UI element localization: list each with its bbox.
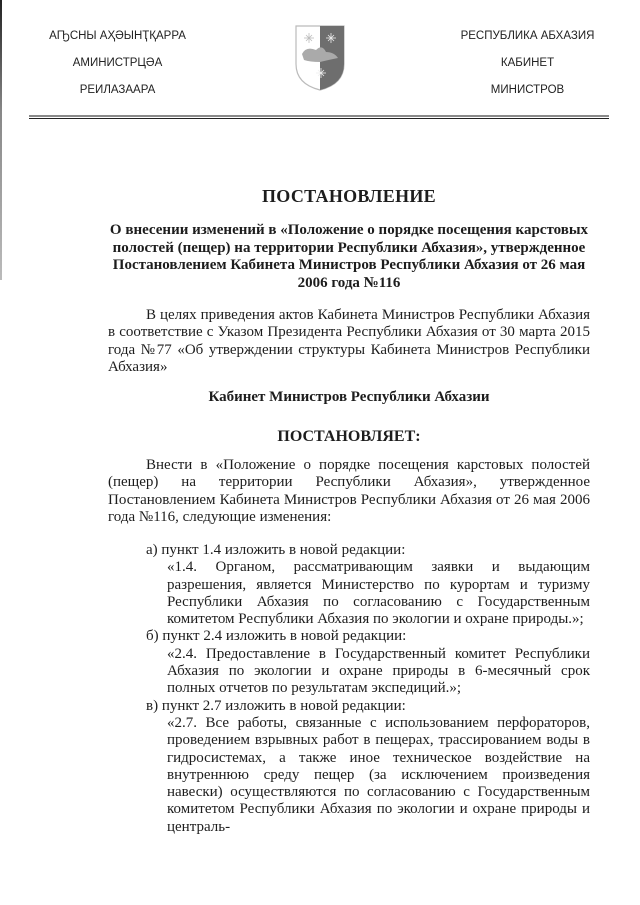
preamble-paragraph [108, 307, 590, 376]
item-head: в) пункт 2.7 изложить в новой редакции: [146, 697, 406, 714]
item-head: б) пункт 2.4 изложить в новой редакции: [146, 628, 407, 645]
list-item [146, 628, 590, 697]
header-right-line: МИНИСТРОВ [490, 84, 565, 96]
header-left-line: АМИНИСТРЦӘА [72, 57, 163, 69]
document-title: ПОСТАНОВЛЕНИЕ [262, 186, 436, 206]
header-right-russian [440, 29, 615, 110]
header-left-line: АҦСНЫ АҲӘЫНҬҚАРРА [49, 30, 186, 42]
coat-of-arms-icon [292, 22, 348, 92]
item-body: «2.4. Предоставление в Государственный комитет Республики Абхазия по экологии и охране природы в 6-месячный срок полных отчетов по результатам экспедиций.»; [167, 645, 590, 697]
item-body: «2.7. Все работы, связанные с использованием перфораторов, проведением взрывных работ в пещерах, трассированием воды в гидросистемах, а также иное техническое воздействие на внутреннюю среду пещер (за исключением произведения навески) осуществляются по согласованию с Государственным комитетом Республики Абхазия по экологии и охране природы и централь- [167, 714, 590, 835]
header-left-line: РЕИЛАЗААРА [79, 84, 156, 96]
scan-edge [0, 0, 2, 280]
list-item [146, 698, 590, 836]
intro-text: Внести в «Положение о порядке посещения карстовых полостей (пещер) на территории Республики Абхазия», утвержденное Постановлением Кабинета Министров Республики Абхазия от 26 мая 2006 года №116, следующие изменения: [108, 457, 590, 525]
decree-heading: ПОСТАНОВЛЯЕТ: [277, 428, 421, 445]
amendments-list [146, 542, 590, 836]
item-body: «1.4. Органом, рассматривающим заявки и выдающим разрешения, является Министерство по курортам и туризму Республики Абхазия по согласованию с Государственным комитетом Республики Абхазия по экологии и охране природы.»; [167, 559, 590, 628]
list-item [146, 542, 590, 628]
document-subtitle: О внесении изменений в «Положение о порядке посещения карстовых полостей (пещер) на территории Республики Абхазия», утвержденное Постановлением Кабинета Министров Республики Абхазия от 26 мая 2006 года №116 [109, 222, 589, 291]
item-head: а) пункт 1.4 изложить в новой редакции: [146, 542, 406, 558]
intro-paragraph [108, 457, 590, 526]
issuer-heading: Кабинет Министров Республики Абхазии [208, 389, 490, 405]
header-right-line: РЕСПУБЛИКА АБХАЗИЯ [460, 30, 595, 42]
preamble-text: В целях приведения актов Кабинета Министров Республики Абхазия в соответствие с Указом Президента Республики Абхазия от 30 марта 2015 года №77 «Об утверждении структуры Кабинета Министров Республики Абхазия» [108, 307, 590, 375]
header-right-line: КАБИНЕТ [500, 57, 555, 69]
header-divider [29, 115, 609, 120]
header-left-abkhaz [30, 29, 205, 110]
